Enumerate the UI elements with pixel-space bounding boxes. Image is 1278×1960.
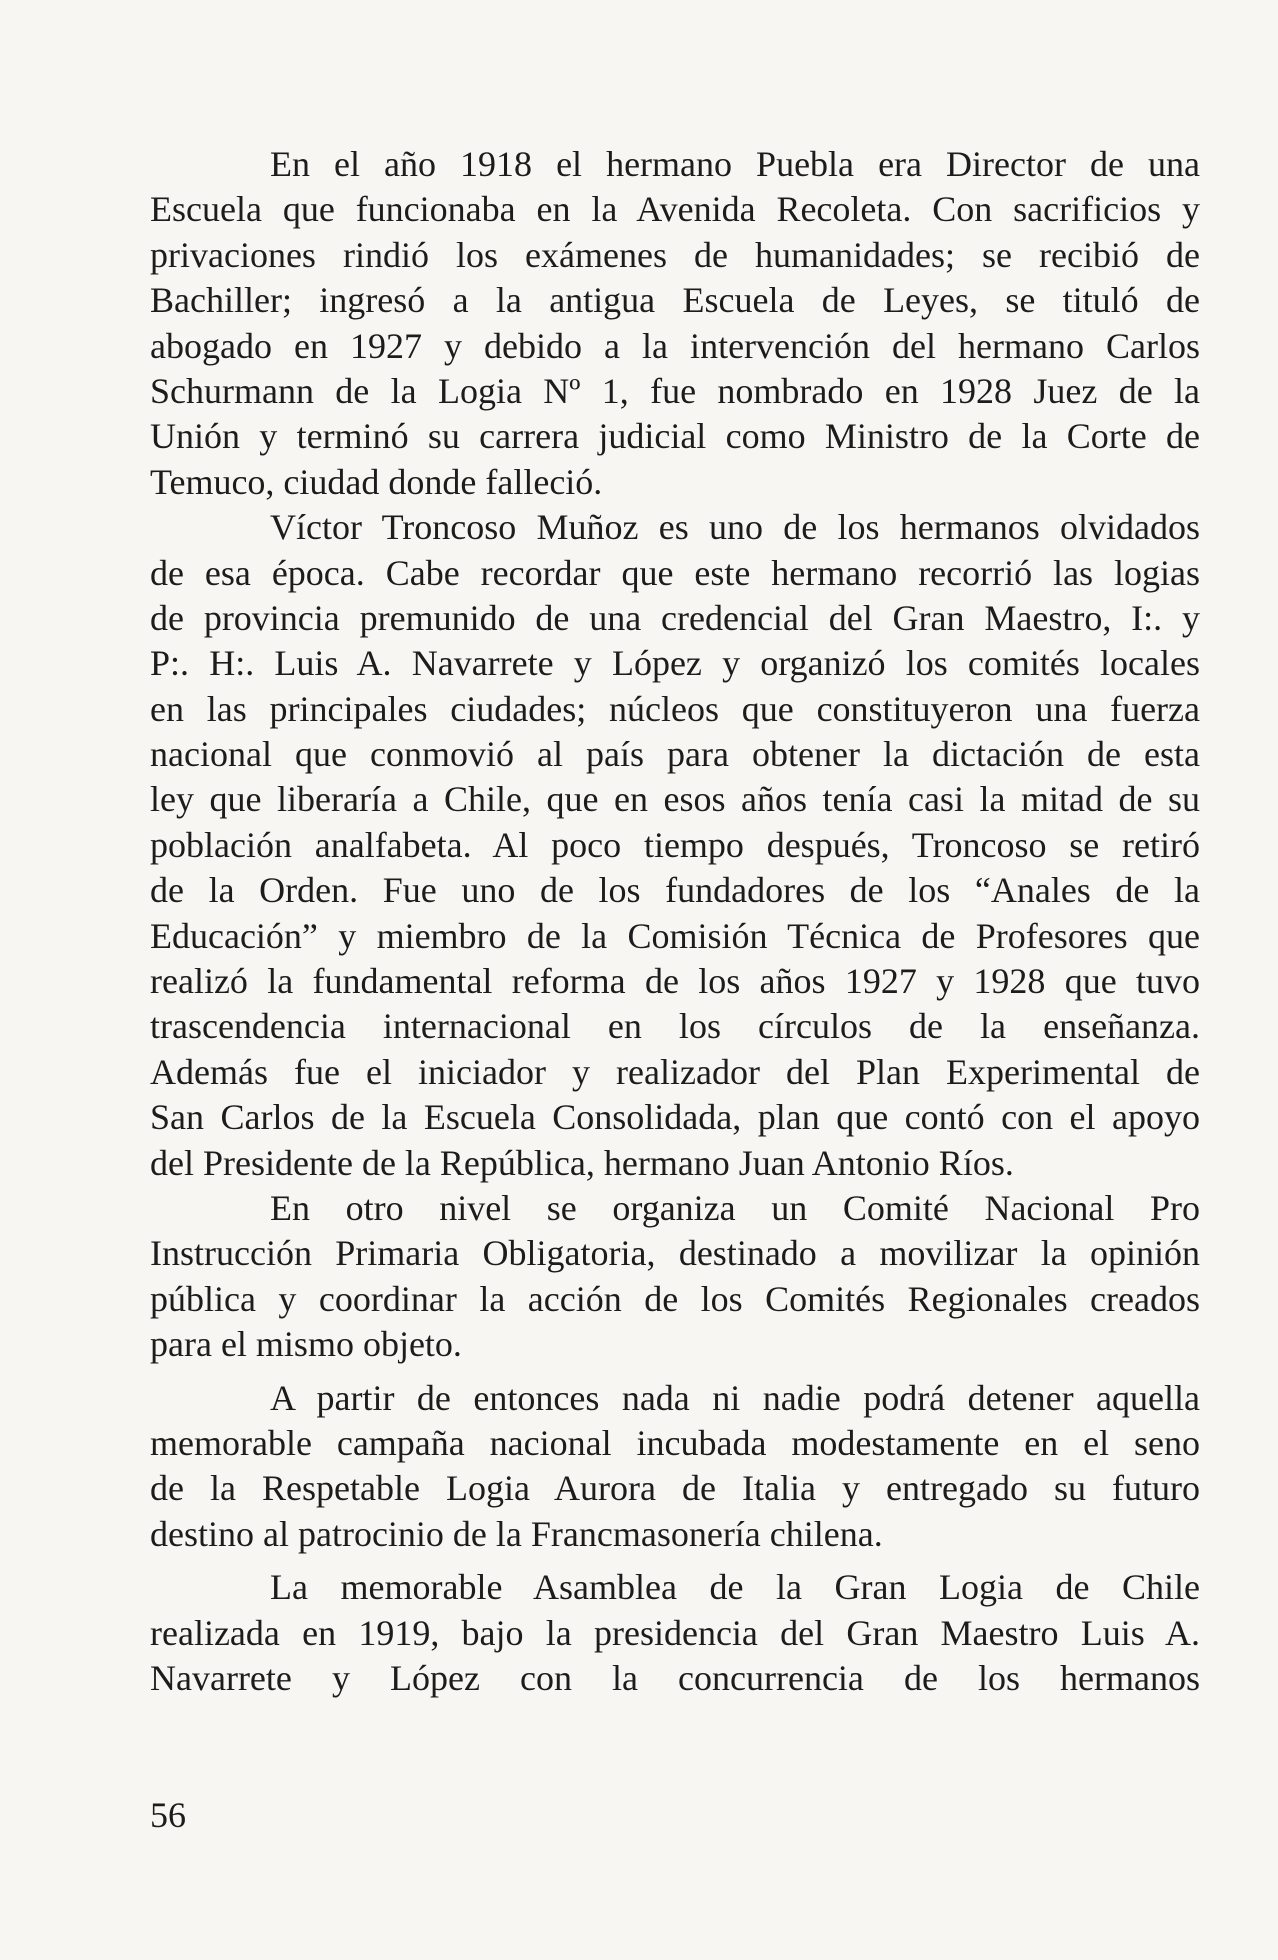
text-line: de esa época. Cabe recordar que este hermano recorrió las logias	[150, 552, 1200, 593]
text-line: memorable campaña nacional incubada modestamente en el seno	[150, 1422, 1200, 1463]
text-line: San Carlos de la Escuela Consolidada, plan que contó con el apoyo	[150, 1097, 1200, 1138]
text-line: Unión y terminó su carrera judicial como Ministro de la Corte de	[150, 416, 1200, 457]
text-line: del Presidente de la República, hermano Juan Antonio Ríos.	[150, 1142, 1014, 1183]
text-line: destino al patrocinio de la Francmasonería chilena.	[150, 1513, 883, 1554]
text-line: Educación” y miembro de la Comisión Técnica de Profesores que	[150, 915, 1200, 956]
text-line: P:. H:. Luis A. Navarrete y López y organizó los comités locales	[150, 643, 1200, 684]
text-line: Además fue el iniciador y realizador del Plan Experimental de	[150, 1051, 1200, 1092]
text-line: A partir de entonces nada ni nadie podrá detener aquella	[270, 1377, 1200, 1418]
text-line: Bachiller; ingresó a la antigua Escuela de Leyes, se tituló de	[150, 280, 1200, 321]
text-line: realizada en 1919, bajo la presidencia del Gran Maestro Luis A.	[150, 1612, 1200, 1653]
text-line: de la Orden. Fue uno de los fundadores de los “Anales de la	[150, 870, 1200, 911]
text-line: Schurmann de la Logia Nº 1, fue nombrado en 1928 Juez de la	[150, 370, 1200, 411]
text-line: Víctor Troncoso Muñoz es uno de los hermanos olvidados	[270, 507, 1200, 548]
text-line: Temuco, ciudad donde falleció.	[150, 461, 603, 502]
text-line: población analfabeta. Al poco tiempo después, Troncoso se retiró	[150, 824, 1200, 865]
text-line: nacional que conmovió al país para obtener la dictación de esta	[150, 734, 1200, 775]
text-line: privaciones rindió los exámenes de humanidades; se recibió de	[150, 234, 1200, 275]
text-line: trascendencia internacional en los círculos de la enseñanza.	[150, 1006, 1200, 1047]
text-line: para el mismo objeto.	[150, 1324, 462, 1365]
text-line: Escuela que funcionaba en la Avenida Recoleta. Con sacrificios y	[150, 189, 1200, 230]
text-line: Instrucción Primaria Obligatoria, destinado a movilizar la opinión	[150, 1233, 1200, 1274]
text-line: realizó la fundamental reforma de los años 1927 y 1928 que tuvo	[150, 961, 1200, 1002]
body-text	[150, 142, 1200, 1701]
text-line: en las principales ciudades; núcleos que constituyeron una fuerza	[150, 688, 1200, 729]
text-line: de la Respetable Logia Aurora de Italia y entregado su futuro	[150, 1468, 1200, 1509]
text-line: pública y coordinar la acción de los Comités Regionales creados	[150, 1278, 1200, 1319]
text-line: ley que liberaría a Chile, que en esos años tenía casi la mitad de su	[150, 779, 1200, 820]
text-line: En el año 1918 el hermano Puebla era Director de una	[270, 144, 1200, 184]
text-line: abogado en 1927 y debido a la intervención del hermano Carlos	[150, 325, 1200, 366]
text-line: En otro nivel se organiza un Comité Nacional Pro	[270, 1187, 1200, 1228]
text-line: La memorable Asamblea de la Gran Logia de Chile	[270, 1567, 1200, 1608]
text-line: de provincia premunido de una credencial del Gran Maestro, I:. y	[150, 597, 1200, 638]
text-line: Navarrete y López con la concurrencia de los hermanos	[150, 1657, 1200, 1698]
page-number: 56	[150, 1795, 186, 1835]
